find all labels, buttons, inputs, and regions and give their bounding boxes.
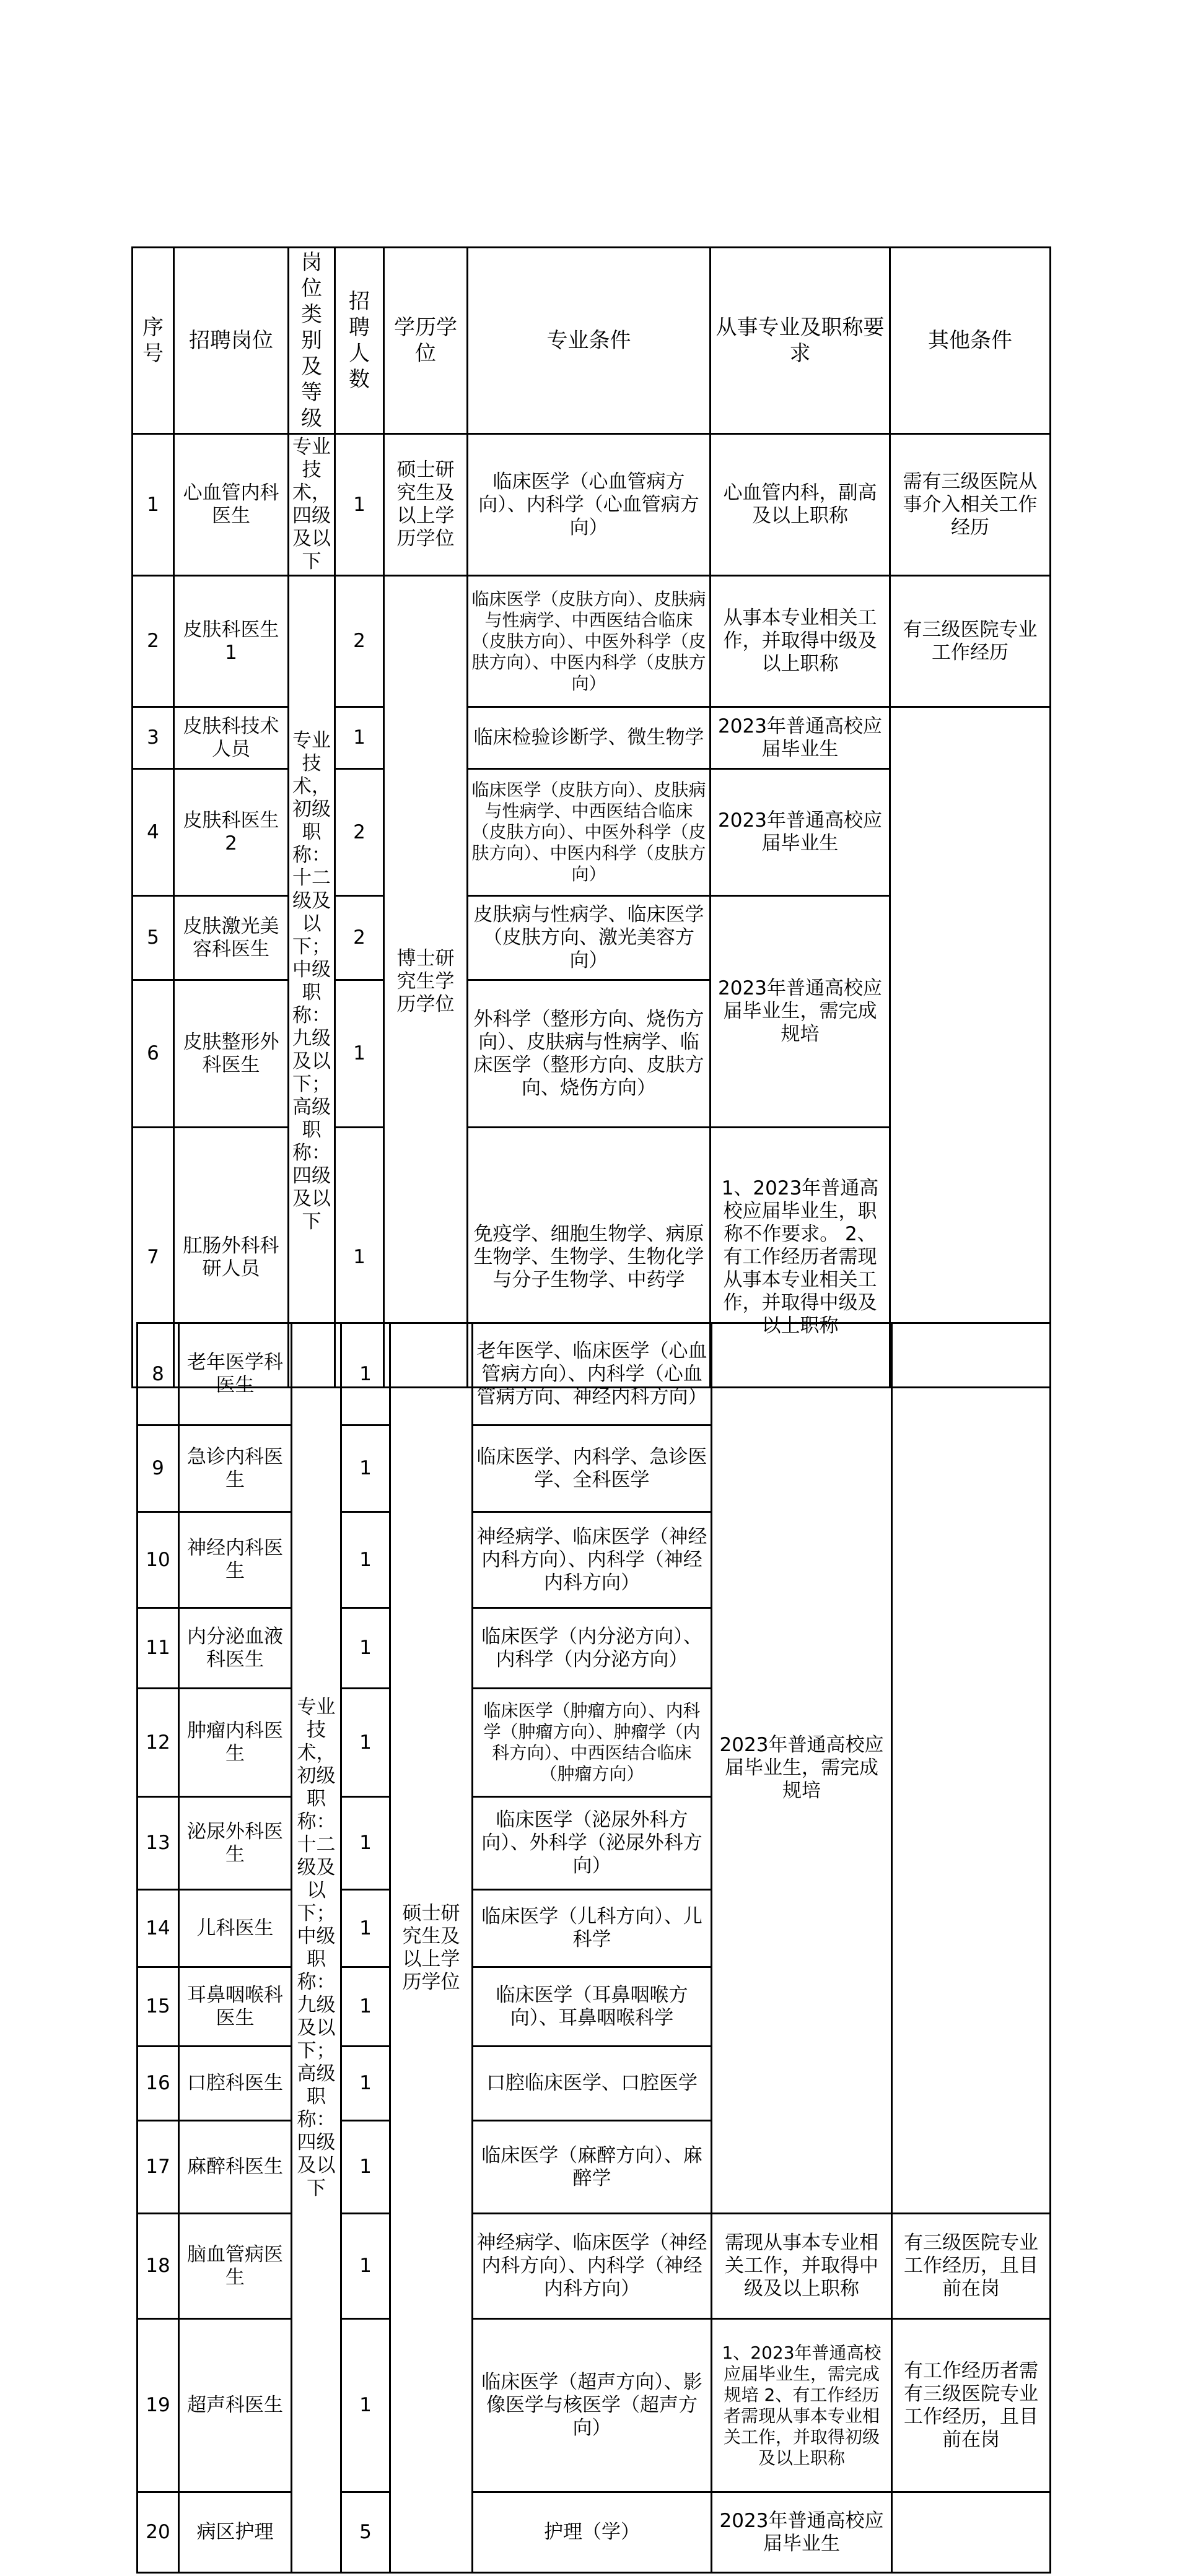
row-post: 耳鼻咽喉科医生 (179, 1967, 292, 2047)
row-major: 老年医学、临床医学（心血管病方向）、内科学（心血管病方向、神经内科方向） (473, 1323, 712, 1425)
row-requirement: 2023年普通高校应届毕业生 (712, 2492, 892, 2573)
row-post: 泌尿外科医生 (179, 1797, 292, 1890)
row-seq: 13 (138, 1797, 179, 1890)
row-count: 1 (335, 434, 384, 576)
header-major: 专业条件 (468, 248, 711, 434)
table-row (133, 707, 1051, 769)
row-seq: 7 (133, 1128, 174, 1388)
row-seq: 9 (138, 1425, 179, 1512)
row-requirement: 需现从事本专业相关工作，并取得中级及以上职称 (712, 2214, 892, 2319)
row-other: 有三级医院专业工作经历 (890, 576, 1051, 707)
header-other: 其他条件 (890, 248, 1051, 434)
recruitment-table-part1 (131, 246, 1051, 1388)
row-seq: 2 (133, 576, 174, 707)
header-title-requirement: 从事专业及职称要求 (711, 248, 890, 434)
row-count: 1 (341, 1425, 390, 1512)
row-requirement: 1、2023年普通高校应届毕业生，职称不作要求。 2、有工作经历者需现从事本专业相关工作，并取得中级及以上职称 (711, 1128, 890, 1388)
row-seq: 20 (138, 2492, 179, 2573)
row-post: 皮肤科医生2 (174, 769, 289, 896)
category-merged-cell: 专业技术，初级职称：十二级及以下；中级职称：九级及以下；高级职称：四级及以下 (292, 1323, 341, 2573)
row-count: 5 (341, 2492, 390, 2573)
row-seq: 6 (133, 980, 174, 1128)
row-major: 临床医学（内分泌方向）、内科学（内分泌方向） (473, 1608, 712, 1689)
row-seq: 10 (138, 1512, 179, 1608)
row-seq: 15 (138, 1967, 179, 2047)
row-count: 1 (341, 1608, 390, 1689)
row-major: 临床医学（心血管病方向）、内科学（心血管病方向） (468, 434, 711, 576)
row-post: 儿科医生 (179, 1890, 292, 1967)
row-count: 1 (341, 2214, 390, 2319)
row-major: 免疫学、细胞生物学、病原生物学、生物学、生物化学与分子生物学、中药学 (468, 1128, 711, 1388)
row-post: 超声科医生 (179, 2319, 292, 2492)
row-major: 口腔临床医学、口腔医学 (473, 2047, 712, 2121)
table-row (133, 576, 1051, 707)
row-count: 1 (341, 1890, 390, 1967)
row-seq: 4 (133, 769, 174, 896)
row-other: 有工作经历者需有三级医院专业工作经历，且目前在岗 (892, 2319, 1051, 2492)
row-major: 临床医学（皮肤方向）、皮肤病与性病学、中西医结合临床（皮肤方向）、中医外科学（皮肤方向）、中医内科学（皮肤方向） (468, 576, 711, 707)
row-count: 1 (341, 1689, 390, 1797)
row-major: 临床医学（皮肤方向）、皮肤病与性病学、中西医结合临床（皮肤方向）、中医外科学（皮肤方向）、中医内科学（皮肤方向） (468, 769, 711, 896)
row-post: 皮肤科技术人员 (174, 707, 289, 769)
row-seq: 19 (138, 2319, 179, 2492)
row-other: 有三级医院专业工作经历，且目前在岗 (892, 2214, 1051, 2319)
recruitment-table-part2 (136, 1322, 1051, 2574)
row-count: 1 (341, 1797, 390, 1890)
row-requirement: 2023年普通高校应届毕业生 (711, 769, 890, 896)
row-major: 临床医学（超声方向）、影像医学与核医学（超声方向） (473, 2319, 712, 2492)
header-seq: 序号 (133, 248, 174, 434)
row-education: 硕士研究生及以上学历学位 (384, 434, 468, 576)
table-row (138, 2319, 1051, 2492)
row-post: 心血管内科医生 (174, 434, 289, 576)
table-row (138, 2214, 1051, 2319)
row-seq: 3 (133, 707, 174, 769)
row-count: 1 (341, 1512, 390, 1608)
row-major: 护理（学） (473, 2492, 712, 2573)
row-count: 1 (341, 2047, 390, 2121)
row-seq: 5 (133, 896, 174, 980)
row-post: 皮肤激光美容科医生 (174, 896, 289, 980)
row-seq: 1 (133, 434, 174, 576)
category-merged-cell: 专业技术，初级职称：十二级及以下；中级职称：九级及以下；高级职称：四级及以下 (289, 576, 335, 1388)
header-category: 岗位类别及等级 (289, 248, 335, 434)
row-category: 专业技术，四级及以下 (289, 434, 335, 576)
row-major: 皮肤病与性病学、临床医学（皮肤方向、激光美容方向） (468, 896, 711, 980)
row-count: 2 (335, 769, 384, 896)
row-post: 神经内科医生 (179, 1512, 292, 1608)
row-requirement: 2023年普通高校应届毕业生，需完成规培 (711, 896, 890, 1128)
row-post: 急诊内科医生 (179, 1425, 292, 1512)
row-major: 神经病学、临床医学（神经内科方向）、内科学（神经内科方向） (473, 1512, 712, 1608)
row-count: 1 (341, 1323, 390, 1425)
row-post: 麻醉科医生 (179, 2121, 292, 2214)
row-seq: 11 (138, 1608, 179, 1689)
row-other-empty (890, 707, 1051, 1388)
row-post: 皮肤整形外科医生 (174, 980, 289, 1128)
row-post: 病区护理 (179, 2492, 292, 2573)
row-count: 1 (335, 707, 384, 769)
row-major: 临床医学（肿瘤方向）、内科学（肿瘤方向）、肿瘤学（内科方向）、中西医结合临床（肿瘤方向） (473, 1689, 712, 1797)
row-post: 脑血管病医生 (179, 2214, 292, 2319)
requirement-merged-cell: 2023年普通高校应届毕业生，需完成规培 (712, 1323, 892, 2214)
row-post: 内分泌血液科医生 (179, 1608, 292, 1689)
row-post: 口腔科医生 (179, 2047, 292, 2121)
header-post: 招聘岗位 (174, 248, 289, 434)
table-row (138, 2492, 1051, 2573)
row-major: 神经病学、临床医学（神经内科方向）、内科学（神经内科方向） (473, 2214, 712, 2319)
row-count: 1 (341, 1967, 390, 2047)
row-count: 2 (335, 896, 384, 980)
row-seq: 8 (138, 1323, 179, 1425)
row-count: 1 (335, 1128, 384, 1388)
row-other: 需有三级医院从事介入相关工作经历 (890, 434, 1051, 576)
row-major: 临床医学（儿科方向）、儿科学 (473, 1890, 712, 1967)
row-count: 1 (335, 980, 384, 1128)
row-major: 临床检验诊断学、微生物学 (468, 707, 711, 769)
row-post: 肿瘤内科医生 (179, 1689, 292, 1797)
table-row (133, 434, 1051, 576)
table-row (138, 1323, 1051, 1425)
row-other-empty (892, 1323, 1051, 2214)
row-requirement: 2023年普通高校应届毕业生 (711, 707, 890, 769)
row-major: 外科学（整形方向、烧伤方向）、皮肤病与性病学、临床医学（整形方向、皮肤方向、烧伤方向） (468, 980, 711, 1128)
row-post: 皮肤科医生1 (174, 576, 289, 707)
row-seq: 18 (138, 2214, 179, 2319)
row-post: 肛肠外科科研人员 (174, 1128, 289, 1388)
row-requirement: 从事本专业相关工作，并取得中级及以上职称 (711, 576, 890, 707)
row-major: 临床医学（麻醉方向）、麻醉学 (473, 2121, 712, 2214)
row-seq: 17 (138, 2121, 179, 2214)
row-seq: 16 (138, 2047, 179, 2121)
row-major: 临床医学（泌尿外科方向）、外科学（泌尿外科方向） (473, 1797, 712, 1890)
row-post: 老年医学科医生 (179, 1323, 292, 1425)
row-other-empty (892, 2492, 1051, 2573)
row-requirement: 1、2023年普通高校应届毕业生，需完成规培 2、有工作经历者需现从事本专业相关工作，并取得初级及以上职称 (712, 2319, 892, 2492)
education-merged-cell: 硕士研究生及以上学历学位 (390, 1323, 473, 2573)
row-major: 临床医学、内科学、急诊医学、全科医学 (473, 1425, 712, 1512)
header-row (133, 248, 1051, 434)
row-count: 1 (341, 2319, 390, 2492)
row-seq: 14 (138, 1890, 179, 1967)
row-count: 1 (341, 2121, 390, 2214)
education-merged-cell: 博士研究生学历学位 (384, 576, 468, 1388)
row-major: 临床医学（耳鼻咽喉方向）、耳鼻咽喉科学 (473, 1967, 712, 2047)
header-education: 学历学位 (384, 248, 468, 434)
row-requirement: 心血管内科，副高及以上职称 (711, 434, 890, 576)
header-count: 招聘人数 (335, 248, 384, 434)
row-seq: 12 (138, 1689, 179, 1797)
row-count: 2 (335, 576, 384, 707)
